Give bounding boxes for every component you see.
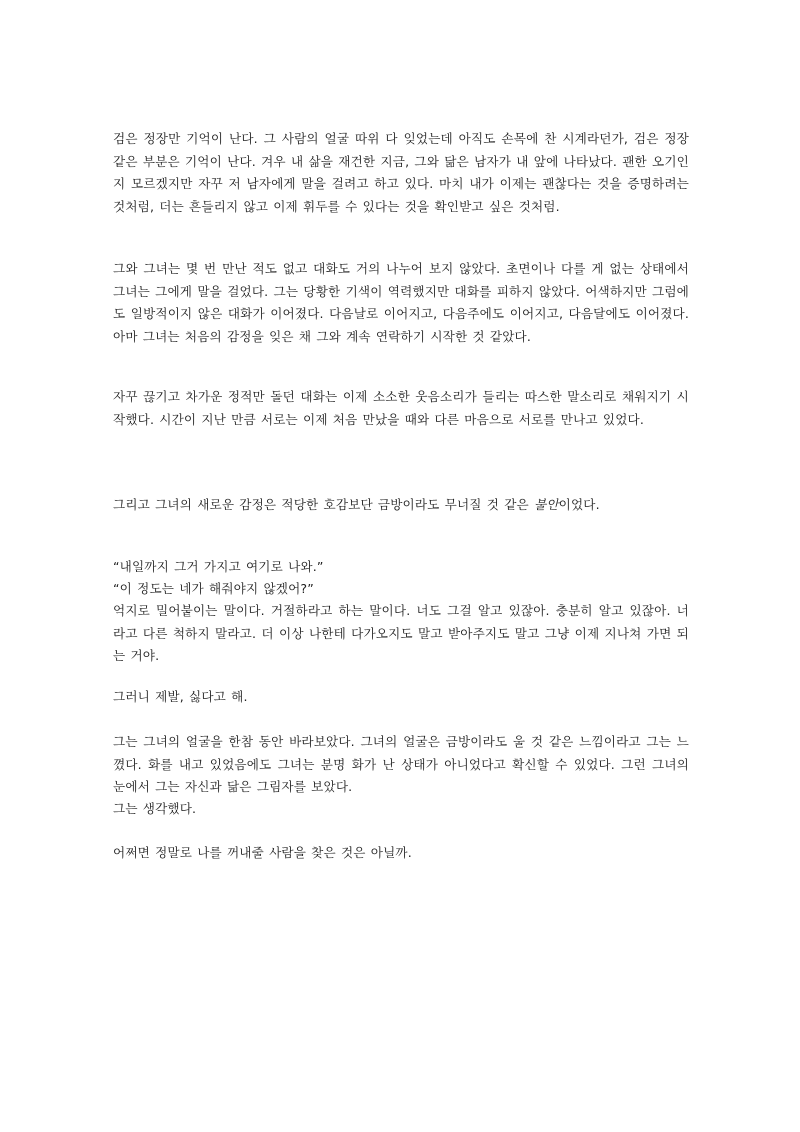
paragraph-8: 그는 생각했다. xyxy=(113,801,197,816)
paragraph-6: 그러니 제발, 싫다고 해. xyxy=(113,689,248,704)
paragraph-3: 자꾸 끊기고 차가운 정적만 돌던 대화는 이제 소소한 웃음소리가 들리는 따스한 말소리로 채워지기 시작했다. 시간이 지난 만큼 서로는 이제 처음 만났을 때와 다른 마음으로 서로를 만나고 있었다. xyxy=(113,389,689,427)
paragraph-4-italic-word: 불안 xyxy=(534,497,559,512)
paragraph-4-text-before: 그리고 그녀의 새로운 감정은 적당한 호감보단 금방이라도 무너질 것 같은 xyxy=(113,497,534,512)
paragraph-1: 검은 정장만 기억이 난다. 그 사람의 얼굴 따위 다 잊었는데 아직도 손목에 찬 시계라던가, 검은 정장 같은 부분은 기억이 난다. 겨우 내 삶을 재건한 지금, 그와 닮은 남자가 내 앞에 나타났다. 괜한 오기인지 모르겠지만 자꾸 저 남자에게 말을 걸려고 하고 있다. 마치 내가 이제는 괜찮다는 것을 증명하려는 것처럼, 더는 흔들리지 않고 이제 휘두를 수 있다는 것을 확인받고 싶은 것처럼. xyxy=(113,131,689,214)
quote-line-2: “이 정도는 네가 해줘야지 않겠어?” xyxy=(113,581,314,596)
paragraph-9: 어쩌면 정말로 나를 꺼내줄 사람을 찾은 것은 아닐까. xyxy=(113,845,412,860)
paragraph-7: 그는 그녀의 얼굴을 한참 동안 바라보았다. 그녀의 얼굴은 금방이라도 울 것 같은 느낌이라고 그는 느꼈다. 화를 내고 있었음에도 그녀는 분명 화가 난 상태가 아니었다고 확신할 수 있었다. 그런 그녀의 눈에서 그는 자신과 닮은 그림자를 보았다. xyxy=(113,734,689,795)
paragraph-4 xyxy=(113,494,689,517)
paragraph-2: 그와 그녀는 몇 번 만난 적도 없고 대화도 거의 나누어 보지 않았다. 초면이나 다를 게 없는 상태에서 그녀는 그에게 말을 걸었다. 그는 당황한 기색이 역력했지만 대화를 피하지 않았다. 어색하지만 그럼에도 일방적이지 않은 대화가 이어졌다. 다음날로 이어지고, 다음주에도 이어지고, 다음달에도 이어졌다. 아마 그녀는 처음의 감정을 잊은 채 그와 계속 연락하기 시작한 것 같았다. xyxy=(113,261,689,344)
paragraph-5: 억지로 밀어붙이는 말이다. 거절하라고 하는 말이다. 너도 그걸 알고 있잖아. 충분히 알고 있잖아. 너라고 다른 척하지 말라고. 더 이상 나한테 다가오지도 말고 받아주지도 말고 그냥 이제 지나쳐 가면 되는 거야. xyxy=(113,603,689,664)
paragraph-4-text-after: 이었다. xyxy=(558,497,600,512)
quote-line-1: “내일까지 그거 가지고 여기로 나와.” xyxy=(113,559,324,574)
